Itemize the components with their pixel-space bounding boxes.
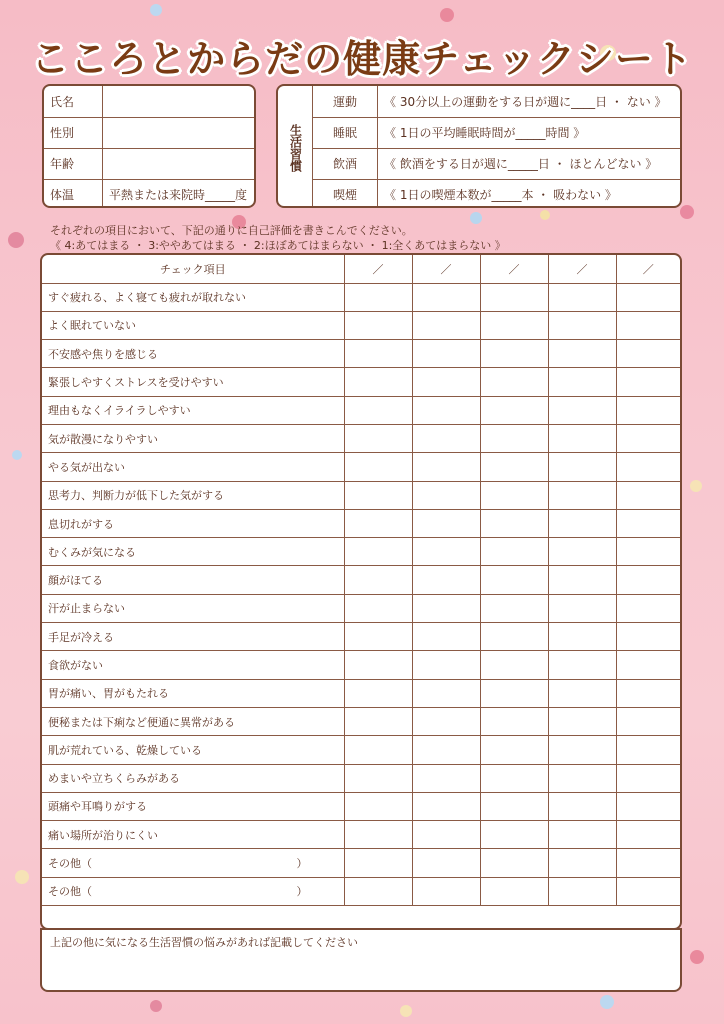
personal-info-box [42,84,256,208]
check-row [42,453,680,481]
rating-cell[interactable] [548,453,616,481]
check-item-label: 緊張しやすくストレスを受けやすい [42,368,344,396]
confetti-dot [540,210,550,220]
check-table-box [40,253,682,930]
rating-cell[interactable] [480,509,548,537]
rating-cell[interactable] [412,821,480,849]
rating-cell[interactable] [616,651,680,679]
rating-cell[interactable] [412,764,480,792]
check-item-label: すぐ疲れる、よく寝ても疲れが取れない [42,283,344,311]
lifestyle-box [276,84,682,208]
rating-cell[interactable] [344,340,412,368]
rating-cell[interactable] [412,849,480,877]
check-item-label: 思考力、判断力が低下した気がする [42,481,344,509]
rating-cell[interactable] [480,877,548,905]
rating-cell[interactable] [616,849,680,877]
rating-cell[interactable] [616,424,680,452]
rating-cell[interactable] [616,707,680,735]
temperature-field[interactable]: 平熱または来院時_____度 [103,179,255,208]
rating-cell[interactable] [412,707,480,735]
check-row [42,877,680,905]
rating-cell[interactable] [344,849,412,877]
confetti-dot [150,4,162,16]
rating-cell[interactable] [616,764,680,792]
lifestyle-row [278,148,680,179]
check-item-label: 汗が止まらない [42,594,344,622]
rating-cell[interactable] [344,877,412,905]
rating-cell[interactable] [480,679,548,707]
check-row [42,764,680,792]
check-row [42,481,680,509]
rating-cell[interactable] [616,481,680,509]
page-title: こころとからだの健康チェックシート [31,37,693,81]
check-item-label: むくみが気になる [42,538,344,566]
check-item-label: 便秘または下痢など便通に異常がある [42,707,344,735]
rating-cell[interactable] [480,792,548,820]
confetti-dot [440,8,454,22]
lifestyle-row [278,179,680,208]
rating-cell[interactable] [616,368,680,396]
rating-cell[interactable] [616,679,680,707]
confetti-dot [150,1000,162,1012]
rating-cell[interactable] [412,340,480,368]
check-item-label [42,849,344,877]
lifestyle-side-text: 生活習慣 [288,123,303,172]
rating-cell[interactable] [548,651,616,679]
check-row [42,736,680,764]
rating-cell[interactable] [480,707,548,735]
personal-row [44,148,254,179]
rating-cell[interactable] [344,396,412,424]
rating-cell[interactable] [616,396,680,424]
rating-cell[interactable] [548,736,616,764]
rating-cell[interactable] [412,538,480,566]
rating-cell[interactable] [548,764,616,792]
lifestyle-side-label [278,86,313,208]
check-item-label: やる気が出ない [42,453,344,481]
rating-cell[interactable] [548,509,616,537]
rating-cell[interactable] [480,821,548,849]
check-row [42,792,680,820]
lifestyle-label: 睡眠 [313,117,378,148]
other-label: その他（ [48,857,92,871]
rating-cell[interactable] [344,283,412,311]
rating-cell[interactable] [480,849,548,877]
rating-cell[interactable] [548,283,616,311]
date-column-header[interactable]: ／ [616,255,680,283]
sleep-field[interactable]: 《 1日の平均睡眠時間が_____時間 》 [378,117,681,148]
rating-cell[interactable] [616,453,680,481]
rating-cell[interactable] [616,736,680,764]
rating-cell[interactable] [412,651,480,679]
rating-cell[interactable] [344,707,412,735]
personal-label: 体温 [44,179,103,208]
confetti-dot [470,212,482,224]
personal-label: 氏名 [44,86,103,117]
rating-cell[interactable] [480,764,548,792]
other-label: その他（ [48,885,92,899]
rating-cell[interactable] [548,538,616,566]
rating-cell[interactable] [616,877,680,905]
rating-cell[interactable] [412,368,480,396]
rating-cell[interactable] [616,283,680,311]
check-item-label: 頭痛や耳鳴りがする [42,792,344,820]
confetti-dot [15,870,29,884]
check-item-label: 手足が冷える [42,623,344,651]
rating-cell[interactable] [344,453,412,481]
rating-cell[interactable] [480,594,548,622]
rating-cell[interactable] [480,566,548,594]
rating-cell[interactable] [548,311,616,339]
check-row [42,707,680,735]
lifestyle-label: 喫煙 [313,179,378,208]
rating-cell[interactable] [412,481,480,509]
check-row [42,283,680,311]
exercise-field[interactable]: 《 30分以上の運動をする日が週に____日 ・ ない 》 [378,86,681,117]
rating-cell[interactable] [480,340,548,368]
smoking-field[interactable]: 《 1日の喫煙本数が_____本 ・ 吸わない 》 [378,179,681,208]
rating-cell[interactable] [480,368,548,396]
rating-cell[interactable] [616,594,680,622]
rating-cell[interactable] [616,821,680,849]
rating-cell[interactable] [548,424,616,452]
check-row [42,396,680,424]
confetti-dot [400,1005,412,1017]
comment-box[interactable] [40,928,682,992]
rating-cell[interactable] [412,877,480,905]
rating-cell[interactable] [480,623,548,651]
rating-cell[interactable] [344,424,412,452]
date-column-header[interactable]: ／ [344,255,412,283]
rating-cell[interactable] [344,509,412,537]
check-item-label: 気が散漫になりやすい [42,424,344,452]
rating-cell[interactable] [480,736,548,764]
check-item-label: 食欲がない [42,651,344,679]
gender-field[interactable] [103,117,255,148]
check-table [42,255,680,906]
rating-cell[interactable] [616,792,680,820]
rating-cell[interactable] [412,566,480,594]
rating-cell[interactable] [344,764,412,792]
rating-cell[interactable] [344,368,412,396]
date-column-header[interactable]: ／ [548,255,616,283]
date-column-header[interactable]: ／ [412,255,480,283]
rating-cell[interactable] [548,594,616,622]
rating-cell[interactable] [344,821,412,849]
personal-row [44,117,254,148]
rating-cell[interactable] [548,849,616,877]
lifestyle-row [278,117,680,148]
personal-row [44,86,254,117]
rating-cell[interactable] [344,566,412,594]
instructions-line2: 《 4:あてはまる ・ 3:ややあてはまる ・ 2:ほぼあてはまらない ・ 1:全くあてはまらない 》 [50,239,506,252]
check-item-label: 息切れがする [42,509,344,537]
other-close: ） [296,885,308,899]
rating-cell[interactable] [480,651,548,679]
rating-cell[interactable] [344,481,412,509]
rating-cell[interactable] [616,566,680,594]
check-row [42,594,680,622]
confetti-dot [8,232,24,248]
check-row [42,538,680,566]
rating-cell[interactable] [548,707,616,735]
check-item-label [42,877,344,905]
rating-cell[interactable] [344,538,412,566]
rating-cell[interactable] [344,679,412,707]
lifestyle-row [278,86,680,117]
rating-cell[interactable] [344,623,412,651]
confetti-dot [690,480,702,492]
confetti-dot [680,205,694,219]
rating-cell[interactable] [480,538,548,566]
other-close: ） [296,857,308,871]
check-row [42,821,680,849]
rating-cell[interactable] [548,623,616,651]
confetti-dot [12,450,22,460]
check-row [42,623,680,651]
check-row [42,311,680,339]
check-header-row [42,255,680,283]
rating-cell[interactable] [412,424,480,452]
rating-cell[interactable] [412,792,480,820]
check-item-label: 不安感や焦りを感じる [42,340,344,368]
rating-cell[interactable] [412,509,480,537]
check-row [42,651,680,679]
check-item-label: 肌が荒れている、乾燥している [42,736,344,764]
rating-cell[interactable] [480,396,548,424]
check-row [42,566,680,594]
check-item-label: 理由もなくイライラしやすい [42,396,344,424]
rating-cell[interactable] [480,453,548,481]
rating-cell[interactable] [548,566,616,594]
confetti-dot [690,950,704,964]
rating-cell[interactable] [548,679,616,707]
rating-cell[interactable] [548,877,616,905]
rating-cell[interactable] [412,679,480,707]
rating-cell[interactable] [616,340,680,368]
name-field[interactable] [103,86,255,117]
rating-cell[interactable] [548,481,616,509]
rating-cell[interactable] [412,594,480,622]
rating-cell[interactable] [412,283,480,311]
check-item-label: 痛い場所が治りにくい [42,821,344,849]
rating-cell[interactable] [616,538,680,566]
rating-cell[interactable] [548,396,616,424]
rating-cell[interactable] [548,821,616,849]
check-item-label: 胃が痛い、胃がもたれる [42,679,344,707]
check-row [42,679,680,707]
drinking-field[interactable]: 《 飲酒をする日が週に_____日 ・ ほとんどない 》 [378,148,681,179]
rating-cell[interactable] [344,736,412,764]
rating-cell[interactable] [344,792,412,820]
comment-label: 上記の他に気になる生活習慣の悩みがあれば記載してください [50,936,358,949]
lifestyle-label: 運動 [313,86,378,117]
personal-label: 年齢 [44,148,103,179]
rating-cell[interactable] [480,424,548,452]
rating-cell[interactable] [548,368,616,396]
rating-cell[interactable] [616,623,680,651]
rating-cell[interactable] [480,311,548,339]
rating-cell[interactable] [616,311,680,339]
rating-cell[interactable] [412,736,480,764]
check-row [42,368,680,396]
check-row [42,424,680,452]
check-header: チェック項目 [42,255,344,283]
rating-cell[interactable] [412,623,480,651]
lifestyle-label: 飲酒 [313,148,378,179]
rating-cell[interactable] [616,509,680,537]
check-item-label: よく眠れていない [42,311,344,339]
lifestyle-table [278,86,680,208]
personal-label: 性別 [44,117,103,148]
check-row [42,849,680,877]
rating-cell[interactable] [480,283,548,311]
check-item-label: 顔がほてる [42,566,344,594]
rating-cell[interactable] [412,311,480,339]
confetti-dot [600,995,614,1009]
check-item-label: めまいや立ちくらみがある [42,764,344,792]
rating-cell[interactable] [344,311,412,339]
check-row [42,509,680,537]
rating-cell[interactable] [548,340,616,368]
rating-cell[interactable] [344,651,412,679]
rating-cell[interactable] [344,594,412,622]
rating-cell[interactable] [548,792,616,820]
rating-cell[interactable] [412,453,480,481]
personal-info-table [44,86,254,208]
personal-row [44,179,254,208]
date-column-header[interactable]: ／ [480,255,548,283]
rating-cell[interactable] [480,481,548,509]
rating-cell[interactable] [412,396,480,424]
age-field[interactable] [103,148,255,179]
instructions-line1: それぞれの項目において、下記の通りに自己評価を書きこんでください。 [50,224,413,237]
check-row [42,340,680,368]
